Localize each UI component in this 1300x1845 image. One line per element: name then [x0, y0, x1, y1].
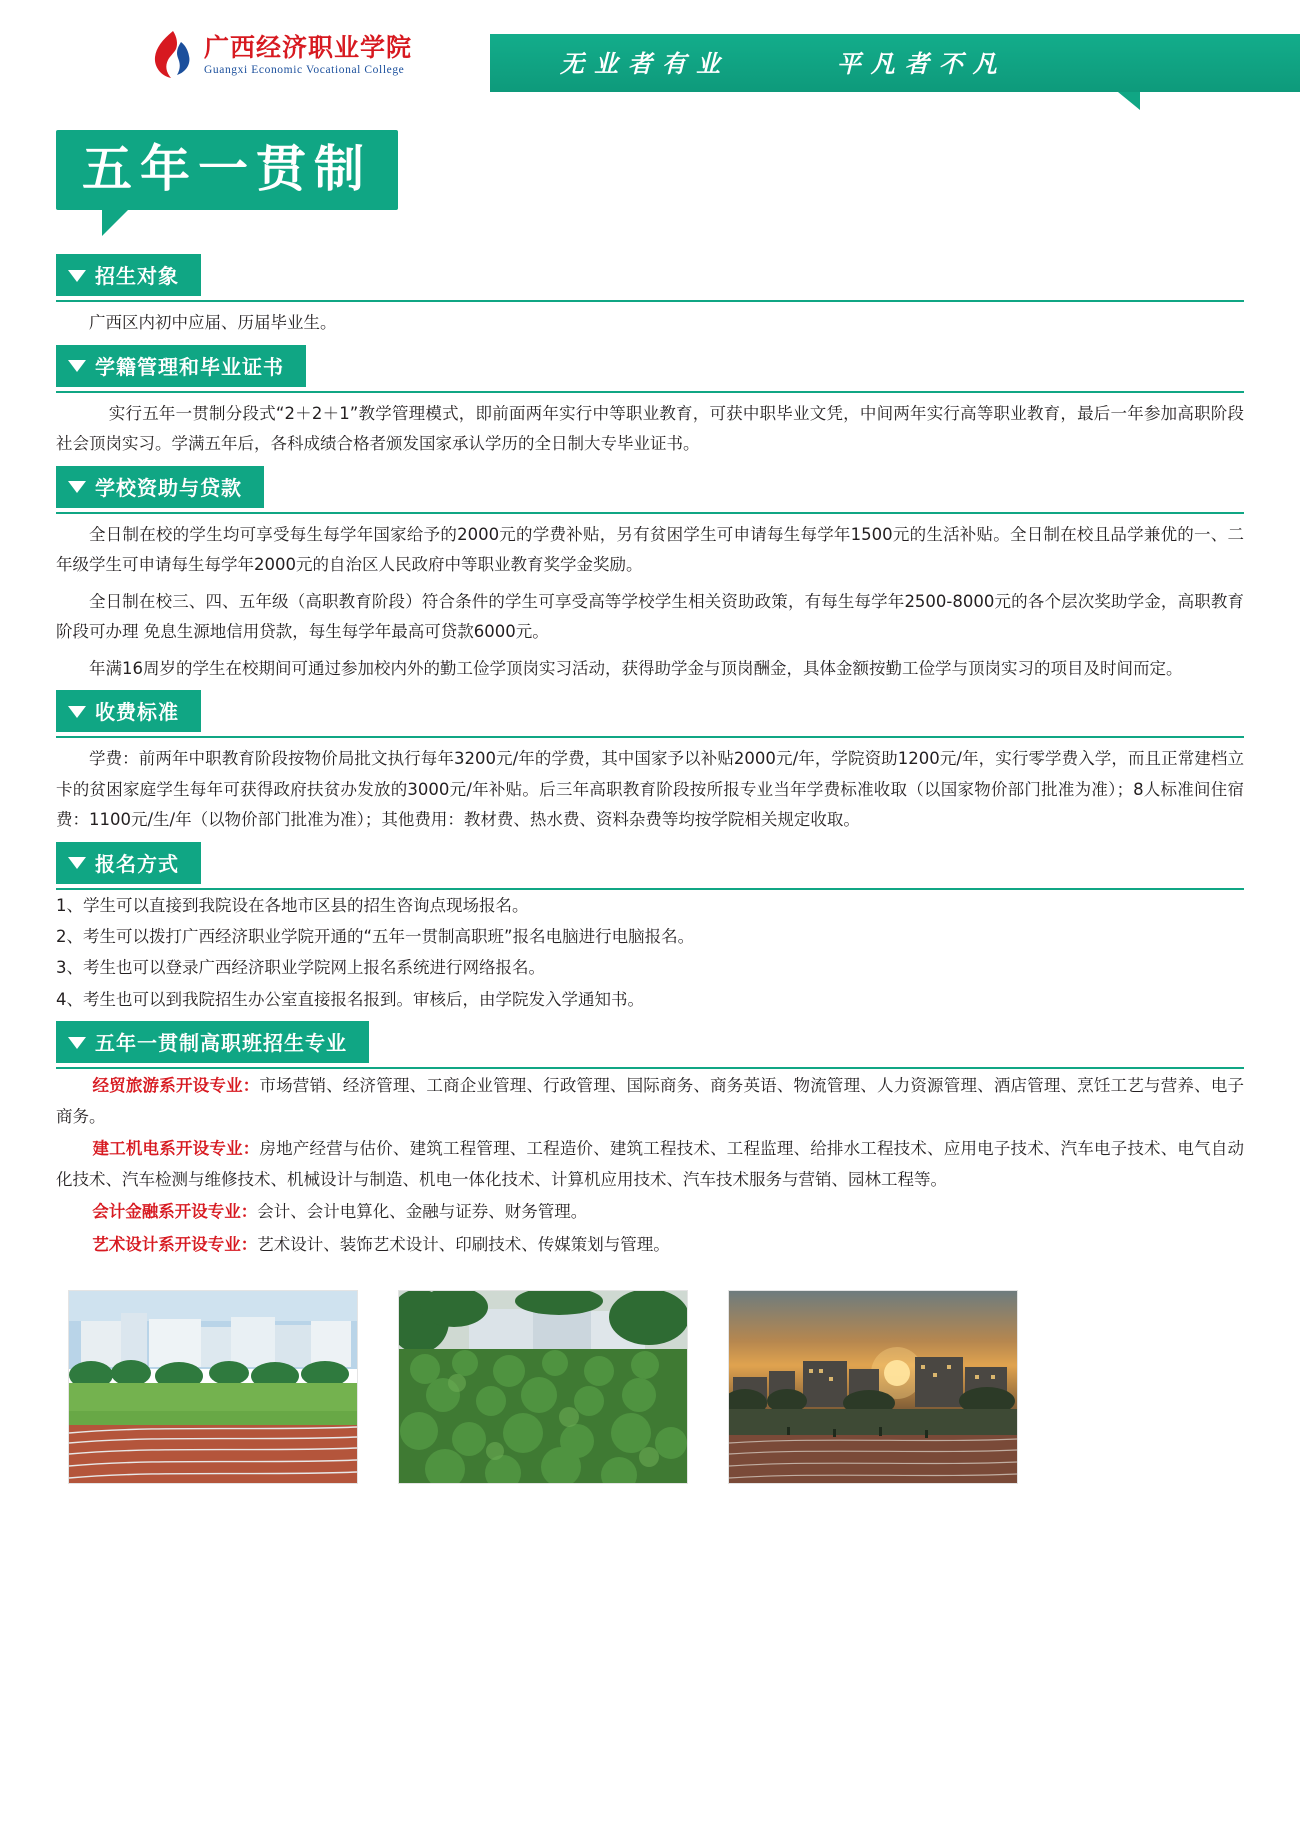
photo-lotus-pond [398, 1290, 688, 1484]
section-heading [56, 690, 1244, 732]
section-rule [56, 1067, 1244, 1069]
section-heading-tag [56, 842, 201, 884]
list-item: 4、考生也可以到我院招生办公室直接报名报到。审核后，由学院发入学通知书。 [56, 989, 644, 1009]
logo-chinese-name: 广西经济职业学院 [204, 32, 413, 62]
section-heading-text: 学校资助与贷款 [95, 475, 242, 500]
logo-text-block [204, 34, 412, 77]
college-logo [150, 30, 412, 80]
section-financial-aid [56, 466, 1244, 685]
section-rule [56, 300, 1244, 302]
triangle-bullet-icon [68, 1037, 86, 1049]
section-heading [56, 345, 1244, 387]
triangle-bullet-icon [68, 857, 86, 869]
title-banner-tail [102, 210, 128, 236]
section-heading [56, 254, 1244, 296]
section-paragraph: 广西区内初中应届、历届毕业生。 [89, 313, 337, 332]
section-heading [56, 842, 1244, 884]
flame-logo-icon [150, 30, 194, 80]
logo-english-name: Guangxi Economic Vocational College [204, 64, 405, 77]
major-list: 市场营销、经济管理、工商企业管理、行政管理、国际商务、商务英语、物流管理、人力资源管理、酒店管理、烹饪工艺与营养、电子商务。 [56, 1076, 1245, 1126]
page-title-box [56, 130, 398, 210]
photo-sunset-campus [728, 1290, 1018, 1484]
header-slogan [560, 44, 1007, 79]
section-paragraph: 全日制在校三、四、五年级（高职教育阶段）符合条件的学生可享受高等学校学生相关资助政策，有每生每学年2500-8000元的各个层次奖助学金，高职教育阶段可办理 免息生源地信用贷款，每生每学年最高可贷款6000元。 [56, 591, 1244, 642]
major-list: 会计、会计电算化、金融与证券、财务管理。 [257, 1202, 588, 1222]
major-list: 房地产经营与估价、建筑工程管理、工程造价、建筑工程技术、工程监理、给排水工程技术、应用电子技术、汽车电子技术、电气自动化技术、汽车检测与维修技术、机械设计与制造、机电一体化技术、计算机应用技术、汽车技术服务与营销、园林工程等。 [56, 1139, 1245, 1189]
major-line [56, 1230, 1244, 1261]
major-list: 艺术设计、装饰艺术设计、印刷技术、传媒策划与管理。 [257, 1234, 670, 1254]
slogan-left: 无业者有业 [560, 50, 730, 78]
list-item: 3、考生也可以登录广西经济职业学院网上报名系统进行网络报名。 [56, 958, 545, 978]
section-heading-tag [56, 466, 264, 508]
major-department: 艺术设计系开设专业： [92, 1234, 258, 1254]
section-heading-text: 招生对象 [95, 264, 179, 288]
section-rule [56, 391, 1244, 393]
section-heading-text: 收费标准 [95, 700, 179, 725]
section-majors [56, 1021, 1244, 1260]
section-heading-tag [56, 1021, 369, 1063]
major-line [56, 1071, 1244, 1132]
section-heading [56, 466, 1244, 508]
section-paragraph: 实行五年一贯制分段式“2＋2＋1”教学管理模式，即前面两年实行中等职业教育，可获中职毕业文凭，中间两年实行高等职业教育，最后一年参加高职阶段社会顶岗实习。学满五年后，各科成绩合格者颁发国家承认学历的全日制大专毕业证书。 [56, 403, 1244, 454]
triangle-bullet-icon [68, 706, 86, 718]
major-line [56, 1134, 1244, 1195]
section-heading-tag [56, 690, 201, 732]
section-heading-text: 五年一贯制高职班招生专业 [95, 1031, 347, 1056]
slogan-right: 平凡者不凡 [836, 50, 1007, 78]
major-department: 会计金融系开设专业： [92, 1202, 258, 1222]
section-application-method [56, 842, 1244, 1015]
major-department: 经贸旅游系开设专业： [92, 1076, 260, 1096]
section-rule [56, 512, 1244, 514]
section-heading-tag [56, 345, 306, 387]
triangle-bullet-icon [68, 360, 86, 372]
section-paragraph: 学费：前两年中职教育阶段按物价局批文执行每年3200元/年的学费，其中国家予以补贴2000元/年，学院资助1200元/年，实行零学费入学，而且正常建档立卡的贫困家庭学生每年可获得政府扶贫办发放的3000元/年补贴。后三年高职教育阶段按所报专业当年学费标准收取（以国家物价部门批准为准）；8人标准间住宿费：1100元/生/年（以物价部门批准为准）；其他费用：教材费、热水费、资料杂费等均按学院相关规定收取。 [56, 749, 1244, 830]
list-item: 1、学生可以直接到我院设在各地市区县的招生咨询点现场报名。 [56, 895, 529, 915]
section-status-and-certificate [56, 345, 1244, 460]
section-heading-text: 学籍管理和毕业证书 [95, 354, 284, 379]
section-fee-standard [56, 690, 1244, 836]
page-header [0, 0, 1300, 100]
major-department: 建工机电系开设专业： [92, 1139, 260, 1159]
section-heading-text: 报名方式 [95, 851, 179, 876]
section-enrollment-target [56, 254, 1244, 339]
section-heading-tag [56, 254, 201, 296]
list-item: 2、考生可以拨打广西经济职业学院开通的“五年一贯制高职班”报名电脑进行电脑报名。 [56, 927, 695, 947]
triangle-bullet-icon [68, 481, 86, 493]
section-rule [56, 736, 1244, 738]
page-title-banner [56, 130, 456, 210]
major-line [56, 1197, 1244, 1228]
page-title: 五年一贯制 [82, 140, 372, 198]
section-paragraph: 全日制在校的学生均可享受每生每学年国家给予的2000元的学费补贴，另有贫困学生可申请每生每学年1500元的生活补贴。全日制在校且品学兼优的一、二年级学生可申请每生每学年2000元的自治区人民政府中等职业教育奖学金奖励。 [56, 524, 1244, 575]
photo-track-field [68, 1290, 358, 1484]
section-heading [56, 1021, 1244, 1063]
document-content [0, 254, 1300, 1484]
triangle-bullet-icon [68, 270, 86, 282]
section-paragraph: 年满16周岁的学生在校期间可通过参加校内外的勤工俭学顶岗实习活动，获得助学金与顶岗酬金，具体金额按勤工俭学与顶岗实习的项目及时间而定。 [89, 658, 1183, 678]
header-notch-shape [1118, 92, 1140, 110]
campus-photo-strip [68, 1290, 1244, 1484]
